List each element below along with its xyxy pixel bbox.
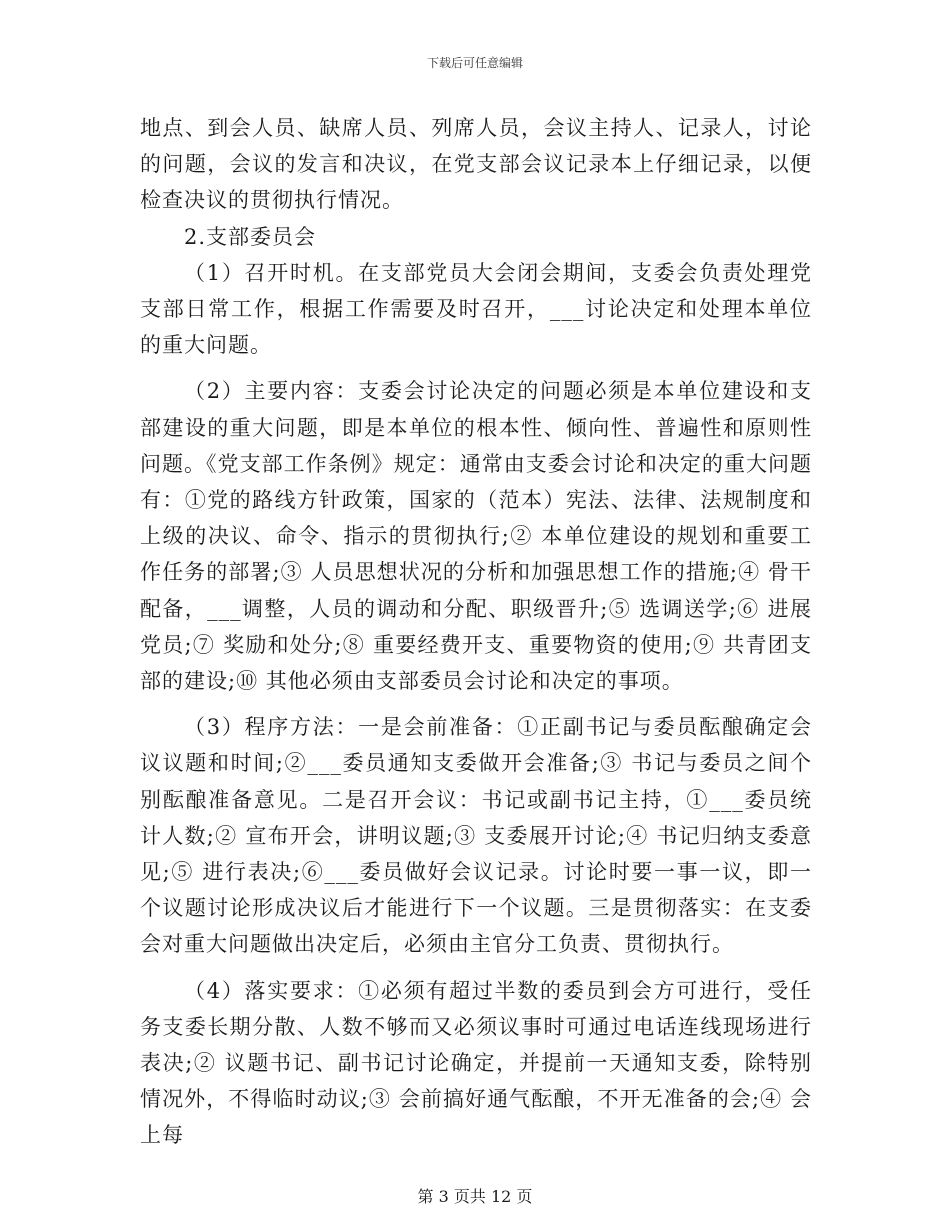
- paragraph-continuation: 地点、到会人员、缺席人员、列席人员，会议主持人、记录人，讨论的问题，会议的发言和决议，在党支部会议记录本上仔细记录，以便检查决议的贯彻执行情况。: [140, 116, 812, 213]
- paragraph-requirements: （4）落实要求：①必须有超过半数的委员到会方可进行，受任务支委长期分散、人数不够而又必须议事时可通过电话连线现场进行表决;② 议题书记、副书记讨论确定，并提前一天通知支委，除特别情况外，不得临时动议;③ 会前搞好通气酝酿，不开无准备的会;④ 会上每: [140, 978, 812, 1148]
- document-body: [140, 110, 812, 1154]
- paragraph-content: （2）主要内容：支委会讨论决定的问题必须是本单位建设和支部建设的重大问题，即是本单位的根本性、倾向性、普遍性和原则性问题。《党支部工作条例》规定：通常由支委会讨论和决定的重大问题有：①党的路线方针政策，国家的（范本）宪法、法律、法规制度和上级的决议、命令、指示的贯彻执行;② 本单位建设的规划和重要工作任务的部署;③ 人员思想状况的分析和加强思想工作的措施;④ 骨干配备，___调整，人员的调动和分配、职级晋升;⑤ 选调送学;⑥ 进展党员;⑦ 奖励和处分;⑧ 重要经费开支、重要物资的使用;⑨ 共青团支部的建设;⑩ 其他必须由支部委员会讨论和决定的事项。: [140, 379, 812, 694]
- paragraph-timing: （1）召开时机。在支部党员大会闭会期间，支委会负责处理党支部日常工作，根据工作需要及时召开，___讨论决定和处理本单位的重大问题。: [140, 260, 812, 358]
- section-heading: 2.支部委员会: [184, 224, 317, 249]
- page-number: 第 3 页共 12 页: [417, 1187, 533, 1206]
- page-header-note: 下载后可任意编辑: [426, 56, 523, 70]
- paragraph-procedure: （3）程序方法：一是会前准备：①正副书记与委员酝酿确定会议议题和时间;②___委员通知支委做开会准备;③ 书记与委员之间个别酝酿准备意见。二是召开会议：书记或副书记主持，①___委员统计人数;② 宣布开会，讲明议题;③ 支委展开讨论;④ 书记归纳支委意见;⑤ 进行表决;⑥___委员做好会议记录。讨论时要一事一议，即一个议题讨论形成决议后才能进行下一个议题。三是贯彻落实：在支委会对重大问题做出决定后，必须由主官分工负责、贯彻执行。: [140, 715, 812, 957]
